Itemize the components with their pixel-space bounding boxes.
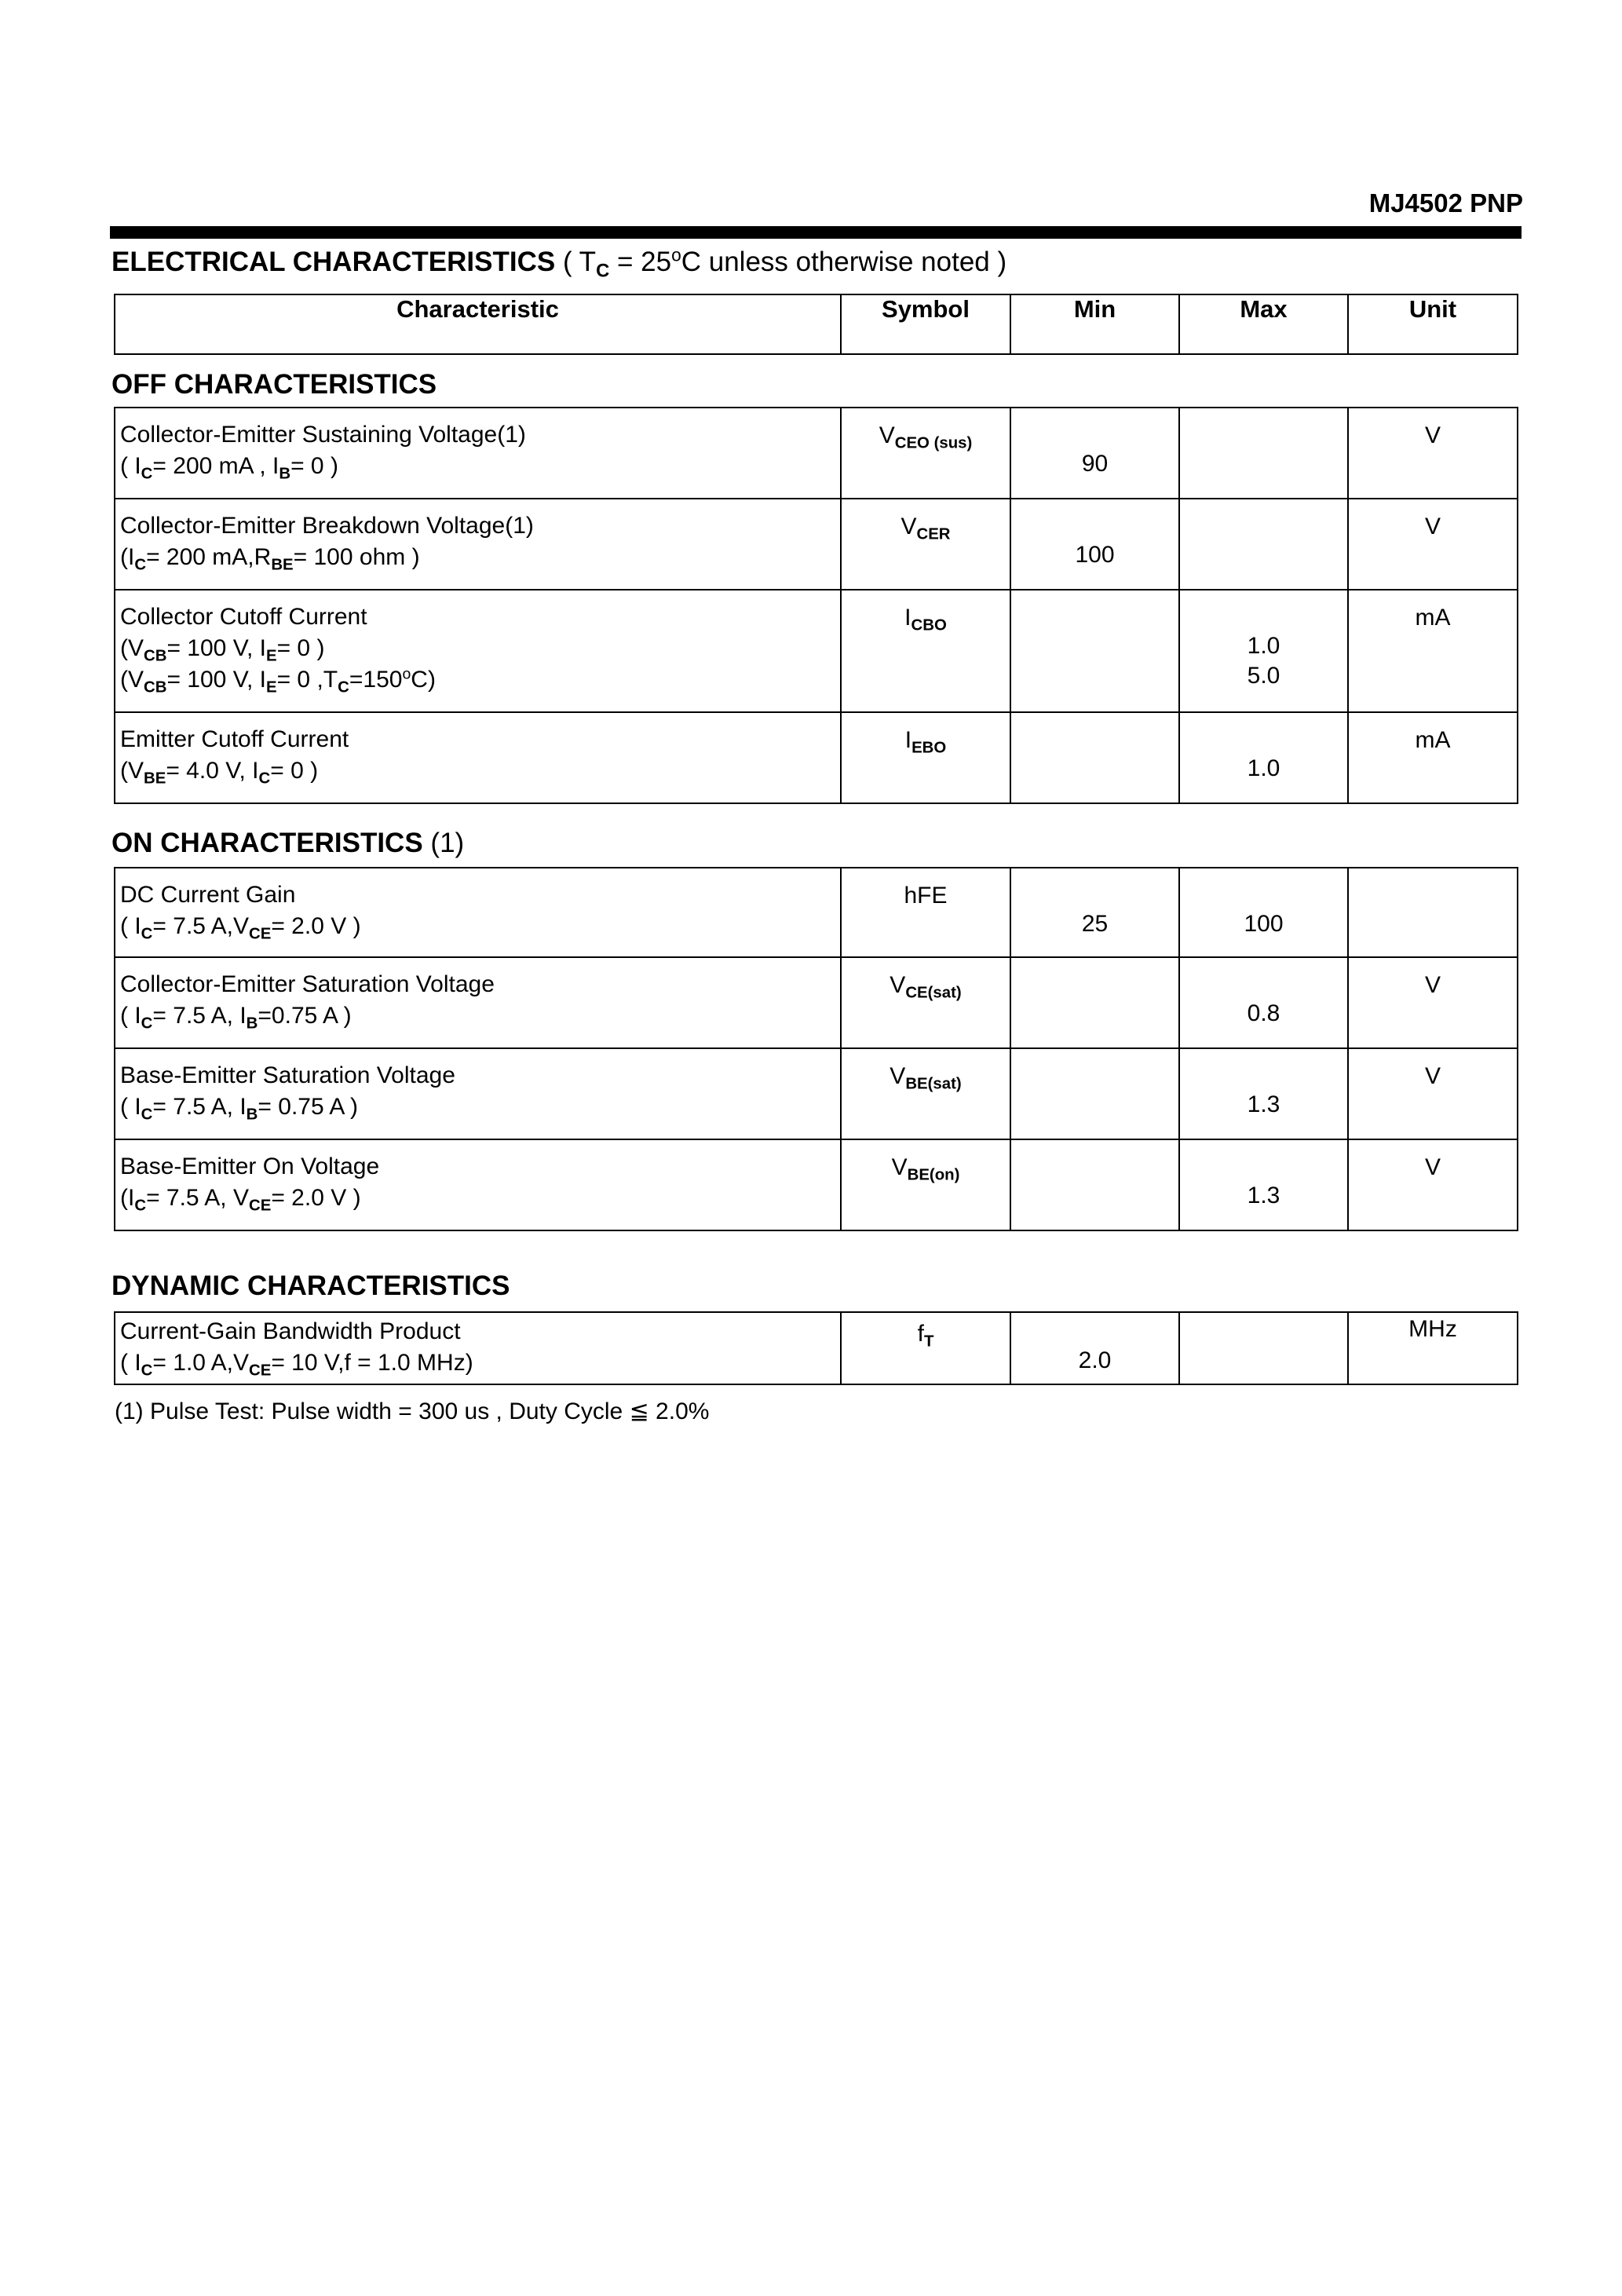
min-cell: 100 — [1010, 499, 1179, 590]
col-min: Min — [1010, 294, 1179, 354]
test-condition: ( $T_C = 25^oC$ unless otherwise noted ) — [562, 244, 1007, 282]
unit-cell: V — [1348, 408, 1518, 499]
table-row — [115, 868, 1518, 957]
off-characteristics-title: OFF CHARACTERISTICS — [111, 369, 437, 400]
dynamic-characteristics-title: DYNAMIC CHARACTERISTICS — [111, 1270, 510, 1301]
col-symbol: Symbol — [841, 294, 1010, 354]
min-cell — [1010, 957, 1179, 1048]
part-number: MJ4502 PNP — [1368, 188, 1523, 218]
symbol-cell: $V_{BE(on)}$ — [841, 1139, 1010, 1230]
unit-cell: V — [1348, 1048, 1518, 1139]
characteristic-cell: Base-Emitter On Voltage ($I_C= 7.5$ A, $V_{CE}= 2.0$ V ) — [115, 1139, 841, 1230]
characteristic-cell: Collector-Emitter Sustaining Voltage(1) ( $I_C= 200$ mA , $I_B= 0$ ) — [115, 408, 841, 499]
on-characteristics-title: ON CHARACTERISTICS (1) — [111, 828, 465, 858]
characteristic-cell: Collector-Emitter Saturation Voltage ( $I_C= 7.5$ A, $I_B=0.75$ A ) — [115, 957, 841, 1048]
min-cell — [1010, 712, 1179, 803]
header-rule — [110, 226, 1522, 239]
on-characteristics-table — [114, 867, 1518, 1231]
footnote: (1) Pulse Test: Pulse width = 300 us , Duty Cycle ≦ 2.0% — [115, 1398, 710, 1424]
max-cell — [1179, 408, 1348, 499]
symbol-cell: $I_{CBO}$ — [841, 590, 1010, 712]
max-cell: 1.0 5.0 — [1179, 590, 1348, 712]
unit-cell — [1348, 868, 1518, 957]
table-row — [115, 499, 1518, 590]
min-cell: 25 — [1010, 868, 1179, 957]
max-cell — [1179, 499, 1348, 590]
table-row — [115, 712, 1518, 803]
symbol-cell: $V_{CE(sat)}$ — [841, 957, 1010, 1048]
col-characteristic: Characteristic — [115, 294, 841, 354]
table-row — [115, 1312, 1518, 1384]
characteristic-cell: Collector-Emitter Breakdown Voltage(1) ($I_C= 200$ $mA,R_{BE}= 100$ ohm ) — [115, 499, 841, 590]
table-row — [115, 957, 1518, 1048]
min-cell — [1010, 590, 1179, 712]
min-cell: 90 — [1010, 408, 1179, 499]
unit-cell: V — [1348, 1139, 1518, 1230]
table-row — [115, 408, 1518, 499]
max-cell: 0.8 — [1179, 957, 1348, 1048]
max-cell: 100 — [1179, 868, 1348, 957]
symbol-cell: $f_T$ — [841, 1312, 1010, 1384]
table-row — [115, 1048, 1518, 1139]
off-characteristics-table — [114, 407, 1518, 804]
characteristic-cell: Emitter Cutoff Current ($V_{BE}= 4.0$ V, $I_C= 0$ ) — [115, 712, 841, 803]
max-cell — [1179, 1312, 1348, 1384]
column-header-table — [114, 294, 1518, 355]
min-cell: 2.0 — [1010, 1312, 1179, 1384]
characteristic-cell: Current-Gain Bandwidth Product ( $I_C= 1.0$ $A,V_{CE}= 10$ V,f = 1.0 MHz) — [115, 1312, 841, 1384]
table-row — [115, 1139, 1518, 1230]
symbol-cell: $V_{CEO (sus)}$ — [841, 408, 1010, 499]
col-unit: Unit — [1348, 294, 1518, 354]
characteristic-cell: Base-Emitter Saturation Voltage ( $I_C= 7.5$ A, $I_B= 0.75$ A ) — [115, 1048, 841, 1139]
min-cell — [1010, 1048, 1179, 1139]
symbol-cell: $I_{EBO}$ — [841, 712, 1010, 803]
max-cell: 1.3 — [1179, 1048, 1348, 1139]
unit-cell: MHz — [1348, 1312, 1518, 1384]
col-max: Max — [1179, 294, 1348, 354]
table-row — [115, 590, 1518, 712]
max-cell: 1.3 — [1179, 1139, 1348, 1230]
dynamic-characteristics-table — [114, 1311, 1518, 1385]
unit-cell: V — [1348, 957, 1518, 1048]
characteristic-cell: DC Current Gain ( $I_C= 7.5$ $A,V_{CE}= 2.0$ V ) — [115, 868, 841, 957]
max-cell: 1.0 — [1179, 712, 1348, 803]
unit-cell: mA — [1348, 712, 1518, 803]
unit-cell: mA — [1348, 590, 1518, 712]
characteristic-cell: Collector Cutoff Current ($V_{CB}= 100$ V, $I_E= 0$ ) ($V_{CB}= 100$ V, $I_E= 0$ $,T_C=150^oC$) — [115, 590, 841, 712]
unit-cell: V — [1348, 499, 1518, 590]
min-cell — [1010, 1139, 1179, 1230]
symbol-cell: hFE — [841, 868, 1010, 957]
symbol-cell: $V_{BE(sat)}$ — [841, 1048, 1010, 1139]
symbol-cell: $V_{CER}$ — [841, 499, 1010, 590]
page-title: ELECTRICAL CHARACTERISTICS ( $T_C = 25^oC$ unless otherwise noted ) — [111, 244, 1007, 282]
